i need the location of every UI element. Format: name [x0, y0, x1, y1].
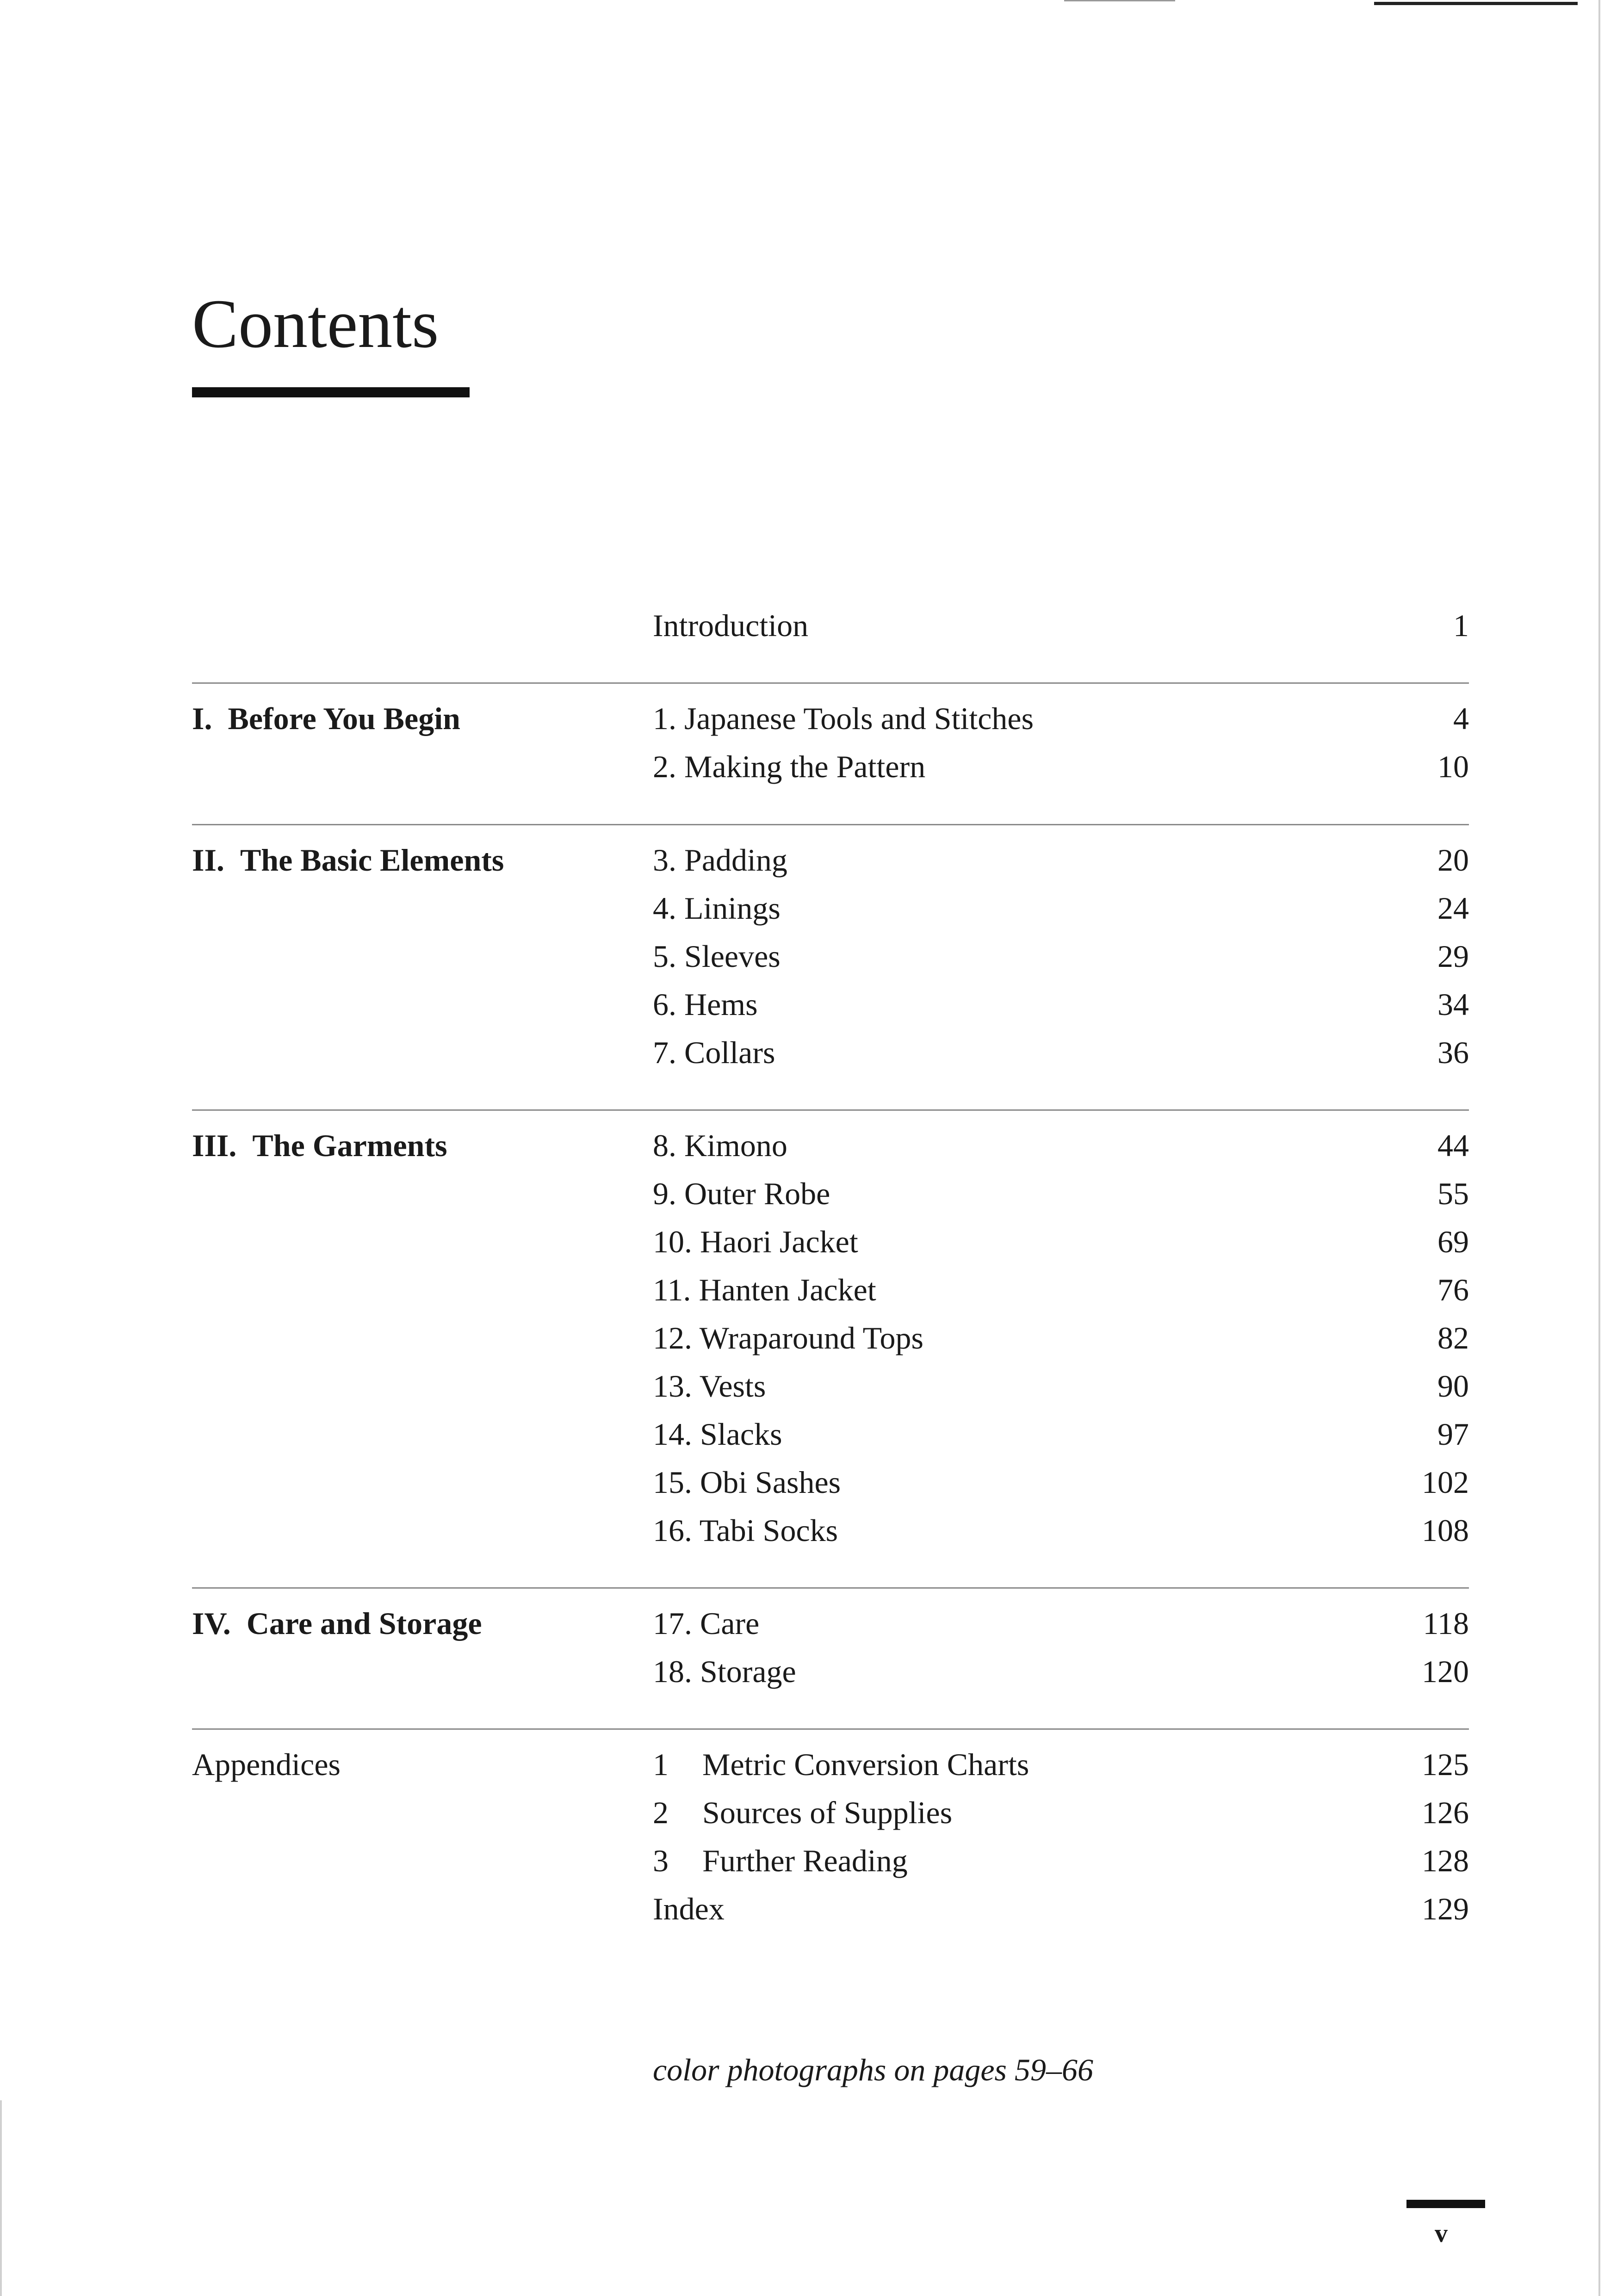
section-divider — [192, 1587, 1469, 1589]
title-underline — [192, 387, 470, 397]
folio: v — [1435, 2219, 1448, 2248]
toc-entry-title: 10. Haori Jacket — [653, 1224, 858, 1259]
appendix-number: 3 — [653, 1843, 669, 1878]
toc-entry-page: 20 — [1437, 842, 1469, 878]
toc-entry-page: 34 — [1437, 987, 1469, 1022]
folio-rule — [1406, 2200, 1485, 2208]
part-numeral: III. — [192, 1128, 237, 1163]
toc-entry-page: 90 — [1437, 1368, 1469, 1404]
part-numeral: IV. — [192, 1606, 231, 1641]
part-numeral: II. — [192, 842, 224, 878]
part-label: Care and Storage — [246, 1606, 482, 1641]
toc-entry-title: 3. Padding — [653, 842, 787, 878]
toc-entry-page: 55 — [1437, 1176, 1469, 1211]
toc-entry-title: Metric Conversion Charts — [702, 1747, 1029, 1782]
page-title: Contents — [192, 285, 439, 362]
toc-entry-page: 24 — [1437, 891, 1469, 926]
toc-entry-page: 82 — [1437, 1320, 1469, 1355]
part-heading — [192, 844, 504, 876]
toc-entry-title: Sources of Supplies — [702, 1795, 953, 1830]
toc-entry-title: Further Reading — [702, 1843, 908, 1878]
toc-entry-title: 18. Storage — [653, 1654, 796, 1689]
part-label: The Garments — [252, 1128, 447, 1163]
toc-entry-page: 44 — [1437, 1128, 1469, 1163]
appendices-heading: Appendices — [192, 1747, 341, 1782]
toc-entry-title: 12. Wraparound Tops — [653, 1320, 923, 1355]
toc-entry-title: 4. Linings — [653, 891, 781, 926]
section-divider — [192, 1109, 1469, 1111]
toc-entry-title: 17. Care — [653, 1606, 760, 1641]
toc-entry-page: 69 — [1437, 1224, 1469, 1259]
top-edge-rule — [1064, 0, 1175, 1]
toc-entry-title: 13. Vests — [653, 1368, 766, 1404]
section-divider — [192, 682, 1469, 684]
toc-entry-title: 6. Hems — [653, 987, 758, 1022]
appendix-number: 1 — [653, 1747, 669, 1782]
toc-entry-page: 125 — [1422, 1747, 1469, 1782]
part-heading — [192, 1130, 447, 1161]
toc-entry-page: 126 — [1422, 1795, 1469, 1830]
page-edge — [1598, 0, 1600, 2296]
toc-entry-page: 4 — [1453, 701, 1469, 736]
toc-entry-page: 10 — [1437, 749, 1469, 784]
part-heading — [192, 703, 460, 734]
section-divider — [192, 1728, 1469, 1730]
toc-entry-page: 76 — [1437, 1272, 1469, 1307]
part-label: Before You Begin — [228, 701, 460, 736]
part-label: The Basic Elements — [240, 842, 504, 878]
toc-entry-page: 36 — [1437, 1035, 1469, 1070]
part-heading — [192, 1608, 482, 1639]
toc-entry-title: 15. Obi Sashes — [653, 1465, 841, 1500]
toc-entry-title: 8. Kimono — [653, 1128, 787, 1163]
index-entry-title: Index — [653, 1891, 725, 1926]
toc-entry-page: 102 — [1422, 1465, 1469, 1500]
toc-entry-title: 1. Japanese Tools and Stitches — [653, 701, 1034, 736]
toc-entry-page: 97 — [1437, 1417, 1469, 1452]
toc-entry-title: 9. Outer Robe — [653, 1176, 830, 1211]
part-numeral: I. — [192, 701, 212, 736]
toc-entry-title: 11. Hanten Jacket — [653, 1272, 876, 1307]
toc-entry-title: 14. Slacks — [653, 1417, 782, 1452]
toc-entry-title: 2. Making the Pattern — [653, 749, 926, 784]
color-photographs-note: color photographs on pages 59–66 — [653, 2052, 1093, 2087]
toc-entry-title: 7. Collars — [653, 1035, 775, 1070]
appendix-number: 2 — [653, 1795, 669, 1830]
index-entry-page: 129 — [1422, 1891, 1469, 1926]
section-divider — [192, 824, 1469, 825]
toc-entry-page: 120 — [1422, 1654, 1469, 1689]
toc-entry-page: 1 — [1453, 608, 1469, 643]
toc-entry-title: Introduction — [653, 608, 809, 643]
toc-entry-page: 29 — [1437, 939, 1469, 974]
toc-entry-page: 128 — [1422, 1843, 1469, 1878]
toc-entry-title: 16. Tabi Socks — [653, 1513, 838, 1548]
toc-entry-title: 5. Sleeves — [653, 939, 781, 974]
page-edge — [0, 2100, 2, 2296]
toc-entry-page: 118 — [1423, 1606, 1469, 1641]
toc-entry-page: 108 — [1422, 1513, 1469, 1548]
top-edge-rule — [1374, 2, 1578, 5]
